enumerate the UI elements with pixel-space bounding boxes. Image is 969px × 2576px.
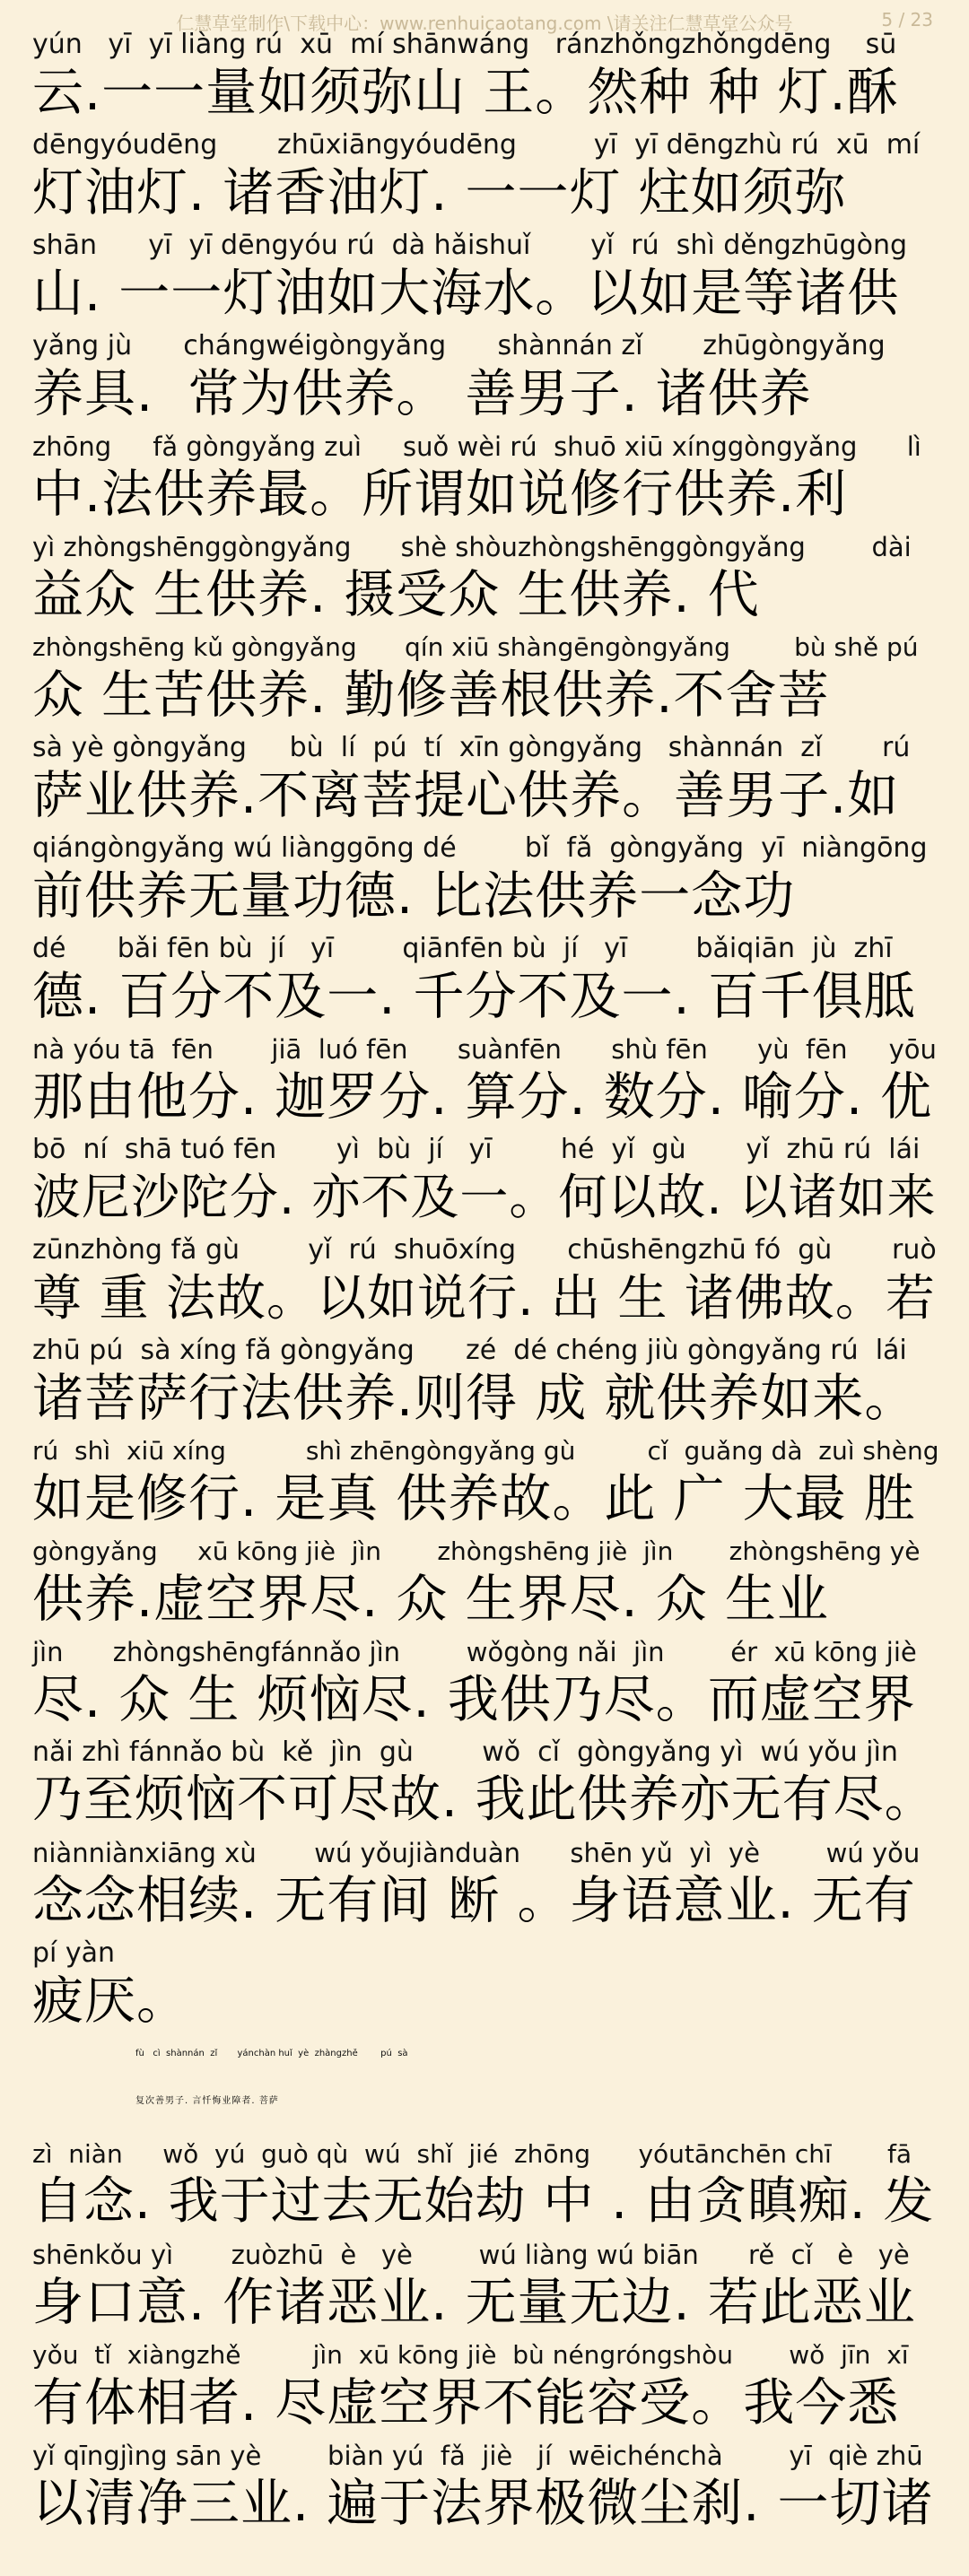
text-line bbox=[32, 2438, 938, 2538]
hanzi-line: 尽. 众 生 烦恼尽. 我供乃尽。而虚空界 bbox=[32, 1670, 916, 1729]
hanzi-line: 自念. 我于过去无始劫 中 . 由贪瞋痴. 发 bbox=[32, 2172, 935, 2231]
pinyin-line: sà yè gòngyǎng bù lí pú tí xīn gòngyǎng shànnán zǐ rú bbox=[32, 732, 911, 763]
pinyin-line: jìn zhòngshēngfánnǎo jìn wǒgòng nǎi jìn ér xū kōng jiè bbox=[32, 1637, 917, 1667]
text-line bbox=[32, 529, 938, 630]
text-line bbox=[32, 831, 938, 931]
pinyin-line: zhòngshēng kǔ gòngyǎng qín xiū shàngēngòngyǎng bù shě pú bbox=[32, 632, 919, 662]
pinyin-line: shēnkǒu yì zuòzhū è yè wú liàng wú biān rě cǐ è yè bbox=[32, 2240, 910, 2270]
pinyin-line: yún yī yī liàng rú xū mí shānwáng ránzhǒngzhǒngdēng sū bbox=[32, 29, 897, 60]
hanzi-line: 灯油灯. 诸香油灯. 一一灯 炷如须弥 bbox=[32, 163, 847, 222]
pinyin-line: dēngyóudēng zhūxiāngyóudēng yī yī dēngzhù rú xū mí bbox=[32, 129, 921, 161]
pinyin-line: zhū pú sà xíng fǎ gòngyǎng zé dé chéng jiù gòngyǎng rú lái bbox=[32, 1335, 907, 1366]
text-line bbox=[32, 2237, 938, 2337]
pinyin-line: bō ní shā tuó fēn yì bù jí yī hé yǐ gù yǐ zhū rú lái bbox=[32, 1134, 921, 1165]
hanzi-line: 山. 一一灯油如大海水。以如是等诸供 bbox=[32, 264, 900, 323]
pinyin-line: pí yàn bbox=[32, 1937, 116, 1969]
text-line bbox=[32, 1333, 938, 1433]
hanzi-line: 尊 重 法故。以如说行. 出 生 诸佛故。若 bbox=[32, 1269, 936, 1327]
hanzi-line: 供养.虚空界尽. 众 生界尽. 众 生业 bbox=[32, 1570, 829, 1629]
hanzi-line: 萨业供养.不离菩提心供养。善男子.如 bbox=[32, 766, 900, 825]
pinyin-line: niànniànxiāng xù wú yǒujiànduàn shēn yǔ yì yè wú yǒu bbox=[32, 1838, 921, 1868]
text-line bbox=[32, 1634, 938, 1735]
hanzi-line: 养具. 常为供养。 善男子. 诸供养 bbox=[32, 364, 812, 423]
hanzi-line: 益众 生供养. 摄受众 生供养. 代 bbox=[32, 565, 760, 624]
pinyin-line: yǒu tǐ xiàngzhě jìn xū kōng jiè bù néngróngshòu wǒ jīn xī bbox=[32, 2340, 909, 2370]
hanzi-line: 云.一一量如须弥山 王。然种 种 灯.酥 bbox=[32, 63, 899, 122]
text-line bbox=[32, 1835, 938, 1936]
text-line bbox=[32, 1433, 938, 1534]
header-watermark-text: 仁慧草堂制作\下载中心：www.renhuicaotang.com \请关注仁慧草堂公众号 bbox=[176, 13, 793, 34]
hanzi-line: 众 生苦供养. 勤修善根供养.不舍菩 bbox=[32, 666, 830, 725]
hanzi-line: 乃至烦恼不可尽故. 我此供养亦无有尽。 bbox=[32, 1771, 936, 1829]
hanzi-line: 有体相者. 尽虚空界不能容受。我今悉 bbox=[32, 2373, 900, 2432]
text-line bbox=[32, 328, 938, 429]
text-line bbox=[32, 2036, 938, 2137]
text-line bbox=[32, 1735, 938, 1835]
text-line bbox=[32, 1232, 938, 1333]
text-line bbox=[32, 2137, 938, 2237]
text-line bbox=[32, 228, 938, 328]
hanzi-line: 身口意. 作诸恶业. 无量无边. 若此恶业 bbox=[32, 2273, 916, 2332]
pinyin-line: qiángòngyǎng wú liànggōng dé bǐ fǎ gòngyǎng yī niàngōng bbox=[32, 832, 928, 864]
text-line bbox=[32, 1534, 938, 1634]
hanzi-line: 念念相续. 无有间 断 。身语意业. 无有 bbox=[32, 1871, 916, 1930]
hanzi-line: 波尼沙陀分. 亦不及一。何以故. 以诸如来 bbox=[32, 1169, 937, 1225]
pinyin-line: fù cì shànnán zǐ yánchàn huǐ yè zhàngzhě pú sà bbox=[135, 2049, 408, 2058]
hanzi-line: 诸菩萨行法供养.则得 成 就供养如来。 bbox=[32, 1369, 917, 1428]
pinyin-line: zhōng fǎ gòngyǎng zuì suǒ wèi rú shuō xiū xínggòngyǎng lì bbox=[32, 431, 921, 462]
page-number: 5 / 23 bbox=[881, 9, 933, 30]
hanzi-line: 疲厌。 bbox=[32, 1971, 188, 2031]
text-line bbox=[32, 1132, 938, 1232]
text-line bbox=[32, 27, 938, 127]
hanzi-line: 如是修行. 是真 供养故。此 广 大最 胜 bbox=[32, 1469, 916, 1528]
hanzi-line: 那由他分. 迦罗分. 算分. 数分. 喻分. 优 bbox=[32, 1067, 933, 1127]
pinyin-line: nǎi zhì fánnǎo bù kě jìn gù wǒ cǐ gòngyǎng yì wú yǒu jìn bbox=[32, 1736, 898, 1768]
text-line bbox=[32, 630, 938, 730]
hanzi-line: 德. 百分不及一. 千分不及一. 百千俱胝 bbox=[32, 967, 916, 1026]
text-line bbox=[32, 730, 938, 831]
pinyin-line: nà yóu tā fēn jiā luó fēn suànfēn shù fēn yù fēn yōu bbox=[32, 1034, 937, 1065]
pinyin-line: rú shì xiū xíng shì zhēngòngyǎng gù cǐ guǎng dà zuì shèng bbox=[32, 1436, 939, 1466]
hanzi-line: 以清净三业. 遍于法界极微尘刹. 一切诸 bbox=[32, 2474, 934, 2533]
pinyin-line: zūnzhòng fǎ gù yǐ rú shuōxíng chūshēngzhū fó gù ruò bbox=[32, 1234, 937, 1266]
pinyin-line: gòngyǎng xū kōng jiè jìn zhòngshēng jiè jìn zhòngshēng yè bbox=[32, 1536, 921, 1566]
text-line bbox=[32, 1936, 938, 2036]
pinyin-line: yì zhòngshēnggòngyǎng shè shòuzhòngshēnggòngyǎng dài bbox=[32, 532, 912, 562]
sutra-text bbox=[32, 27, 938, 2538]
pinyin-line: yǎng jù chángwéigòngyǎng shànnán zǐ zhūgòngyǎng bbox=[32, 330, 886, 361]
text-line bbox=[32, 429, 938, 529]
pinyin-line: yǐ qīngjìng sān yè biàn yú fǎ jiè jí wēichénchà yī qiè zhū bbox=[32, 2441, 923, 2471]
hanzi-line: 前供养无量功德. 比法供养一念功 bbox=[32, 866, 796, 926]
hanzi-line: 复次善男子. 言忏悔业障者. 菩萨 bbox=[135, 2096, 279, 2106]
text-line bbox=[32, 127, 938, 228]
text-line bbox=[32, 2337, 938, 2438]
text-line bbox=[32, 1031, 938, 1132]
pinyin-line: zì niàn wǒ yú guò qù wú shǐ jié zhōng yóutānchēn chī fā bbox=[32, 2139, 912, 2169]
hanzi-line: 中.法供养最。所谓如说修行供养.利 bbox=[32, 465, 848, 524]
pinyin-line: dé bǎi fēn bù jí yī qiānfēn bù jí yī bǎiqiān jù zhī bbox=[32, 933, 893, 964]
text-line bbox=[32, 931, 938, 1031]
pinyin-line: shān yī yī dēngyóu rú dà hǎishuǐ yǐ rú shì děngzhūgòng bbox=[32, 230, 907, 261]
